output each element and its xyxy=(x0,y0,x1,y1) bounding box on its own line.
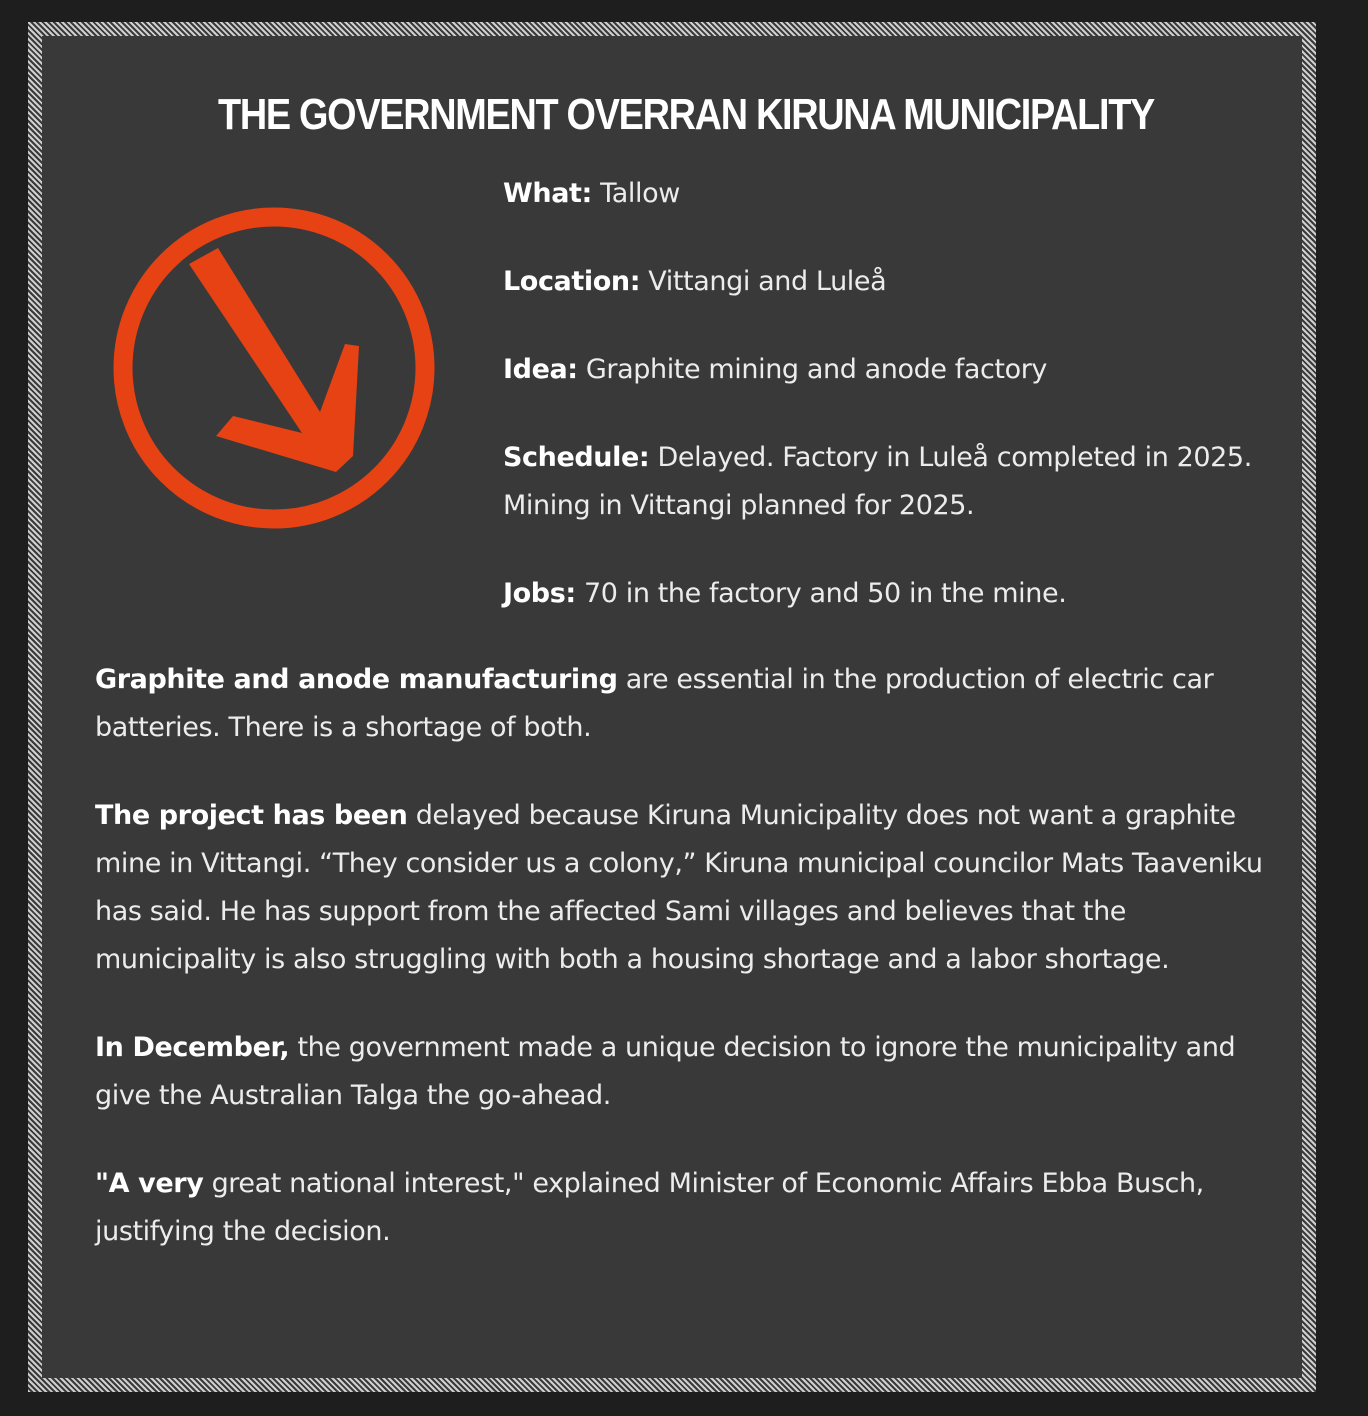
fact-value: Graphite mining and anode factory xyxy=(577,354,1048,385)
fact-label: Location: xyxy=(503,266,641,297)
article-body xyxy=(95,656,1285,1296)
paragraph-lead: The project has been xyxy=(95,800,408,831)
fact-value: 70 in the factory and 50 in the mine. xyxy=(575,578,1067,609)
fact-schedule xyxy=(503,434,1293,530)
paragraph-text: delayed because Kiruna Municipality does not want a graphite mine in Vittangi. “They consider us a colony,” Kiruna municipal councilor Mats Taaveniku has said. He has support from the affected Sami villages and believes that the municipality is also struggling with both a housing shortage and a labor shortage. xyxy=(95,800,1263,975)
paragraph-quote xyxy=(95,1160,1285,1256)
paragraph-december xyxy=(95,1024,1285,1120)
fact-idea xyxy=(503,346,1293,394)
paragraph-lead: "A very xyxy=(95,1168,204,1199)
fact-label: Idea: xyxy=(503,354,578,385)
fact-list xyxy=(503,170,1293,658)
fact-what xyxy=(503,170,1293,218)
fact-value: Tallow xyxy=(591,178,680,209)
fact-jobs xyxy=(503,570,1293,618)
fact-label: Schedule: xyxy=(503,442,650,473)
paragraph-project xyxy=(95,792,1285,984)
fact-value: Vittangi and Luleå xyxy=(640,266,887,297)
paragraph-text: are essential in the production of electric car batteries. There is a shortage of both. xyxy=(95,664,1214,743)
paragraph-text: great national interest," explained Minister of Economic Affairs Ebba Busch, justifying the decision. xyxy=(95,1168,1204,1247)
fact-value: Delayed. Factory in Luleå completed in 2025. Mining in Vittangi planned for 2025. xyxy=(503,442,1252,521)
fact-location xyxy=(503,258,1293,306)
paragraph-text: the government made a unique decision to ignore the municipality and give the Australian Talga the go-ahead. xyxy=(95,1032,1236,1111)
headline: THE GOVERNMENT OVERRAN KIRUNA MUNICIPALITY xyxy=(217,90,1154,139)
paragraph-graphite xyxy=(95,656,1285,752)
paragraph-lead: Graphite and anode manufacturing xyxy=(95,664,618,695)
down-right-arrow-in-circle-icon xyxy=(100,194,448,542)
fact-label: What: xyxy=(503,178,592,209)
paragraph-lead: In December, xyxy=(95,1032,290,1063)
fact-label: Jobs: xyxy=(503,578,576,609)
info-box xyxy=(28,22,1316,1392)
